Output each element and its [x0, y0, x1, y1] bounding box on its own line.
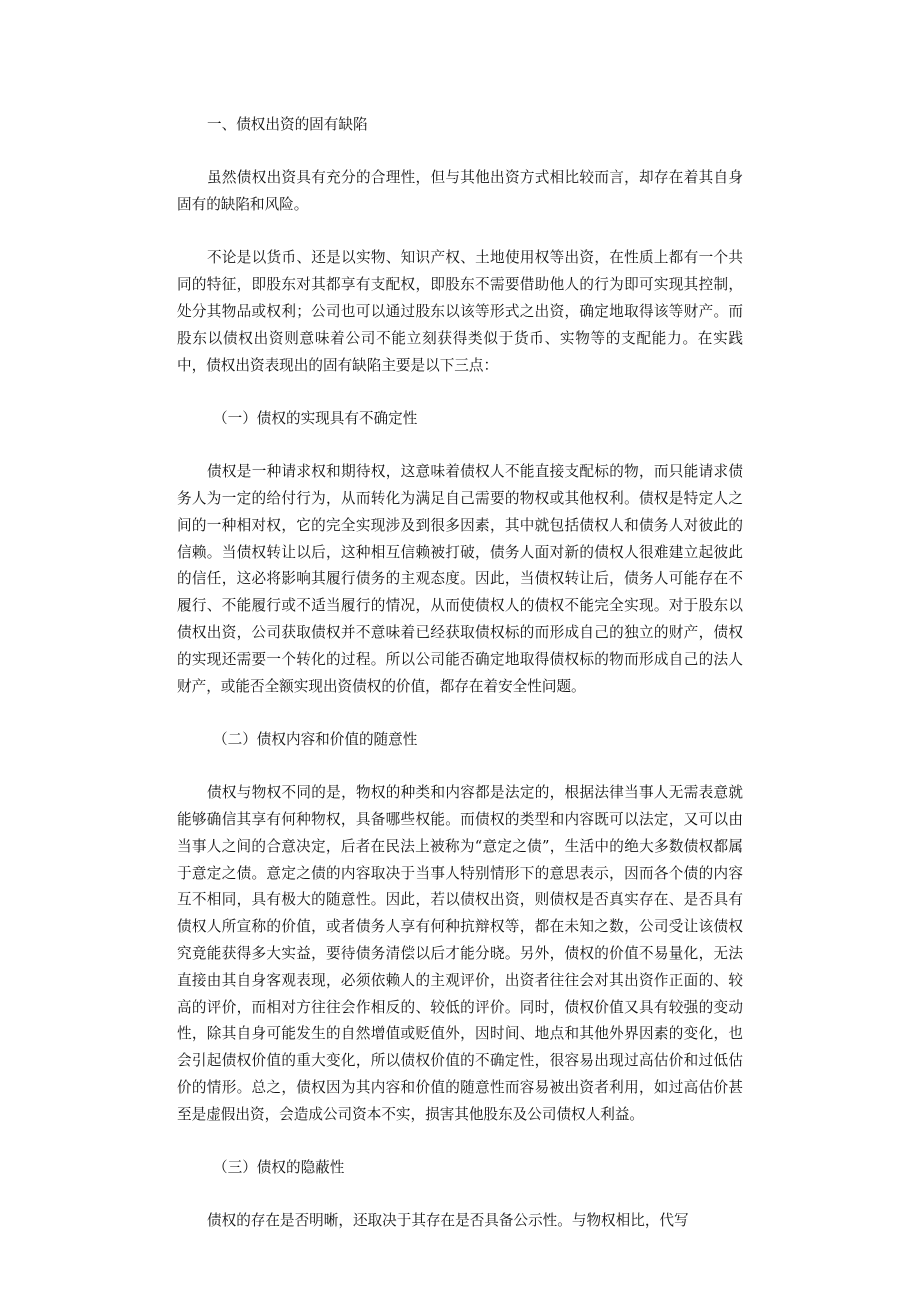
paragraph-gap: [177, 139, 743, 166]
paragraph-gap: [177, 754, 743, 781]
subsection-body-2: 债权与物权不同的是，物权的种类和内容都是法定的，根据法律当事人无需表意就能够确信其享有何种物权，具备哪些权能。而债权的类型和内容既可以法定，又可以由当事人之间的合意决定，后者在民法上被称为“意定之债”，生活中的绝大多数债权都属于意定之债。意定之债的内容取决于当事人特别情形下的意思表示，因而各个债的内容互不相同，具有极大的随意性。因此，若以债权出资，则债权是否真实存在、是否具有债权人所宣称的价值，或者债务人享有何种抗辩权等，都在未知之数，公司受让该债权究竟能获得多大实益，要待债务清偿以后才能分晓。另外，债权的价值不易量化，无法直接由其自身客观表现，必须依赖人的主观评价，出资者往往会对其出资作正面的、较高的评价，而相对方往往会作相反的、较低的评价。同时，债权价值又具有较强的变动性，除其自身可能发生的自然增值或贬值外，因时间、地点和其他外界因素的变化，也会引起债权价值的重大变化，所以债权价值的不确定性，很容易出现过高估价和过低估价的情形。总之，债权因为其内容和价值的随意性而容易被出资者利用，如过高估价甚至是虚假出资，会造成公司资本不实，损害其他股东及公司债权人利益。: [177, 784, 743, 1123]
subsection-title-2: （二）债权内容和价值的随意性: [213, 730, 418, 748]
paragraph-gap: [177, 1182, 743, 1209]
paragraph-gap: [177, 1129, 743, 1156]
paragraph-gap: [177, 433, 743, 460]
subsection-body-3: 债权的存在是否明晰，还取决于其存在是否具备公示性。与物权相比，代写: [207, 1212, 689, 1230]
paragraph-gap: [177, 700, 743, 727]
intro-paragraph-2: 不论是以货币、还是以实物、知识产权、土地使用权等出资，在性质上都有一个共同的特征，即股东对其都享有支配权，即股东不需要借助他人的行为即可实现其控制，处分其物品或权利；公司也可以通过股东以该等形式之出资，确定地取得该等财产。而股东以债权出资则意味着公司不能立刻获得类似于货币、实物等的支配能力。在实践中，债权出资表现出的固有缺陷主要是以下三点：: [177, 249, 743, 374]
subsection-body-1: 债权是一种请求权和期待权，这意味着债权人不能直接支配标的物，而只能请求债务人为一定的给付行为，从而转化为满足自己需要的物权或其他权利。债权是特定人之间的一种相对权，它的完全实现涉及到很多因素，其中就包括债权人和债务人对彼此的信赖。当债权转让以后，这种相互信赖被打破，债务人面对新的债权人很难建立起彼此的信任，这必将影响其履行债务的主观态度。因此，当债权转让后，债务人可能存在不履行、不能履行或不适当履行的情况，从而使债权人的债权不能完全实现。对于股东以债权出资，公司获取债权并不意味着已经获取债权标的而形成自己的独立的财产，债权的实现还需要一个转化的过程。所以公司能否确定地取得债权标的物而形成自己的法人财产，或能否全额实现出资债权的价值，都存在着安全性问题。: [177, 463, 743, 695]
subsection-title-1: （一）债权的实现具有不确定性: [213, 409, 418, 427]
document-body: [177, 112, 743, 1235]
section-title: 一、债权出资的固有缺陷: [207, 116, 368, 133]
paragraph-gap: [177, 379, 743, 406]
subsection-title-3: （三）债权的隐蔽性: [213, 1159, 345, 1176]
intro-paragraph-1: 虽然债权出资具有充分的合理性，但与其他出资方式相比较而言，却存在着其自身固有的缺陷和风险。: [177, 169, 743, 214]
paragraph-gap: [177, 219, 743, 246]
